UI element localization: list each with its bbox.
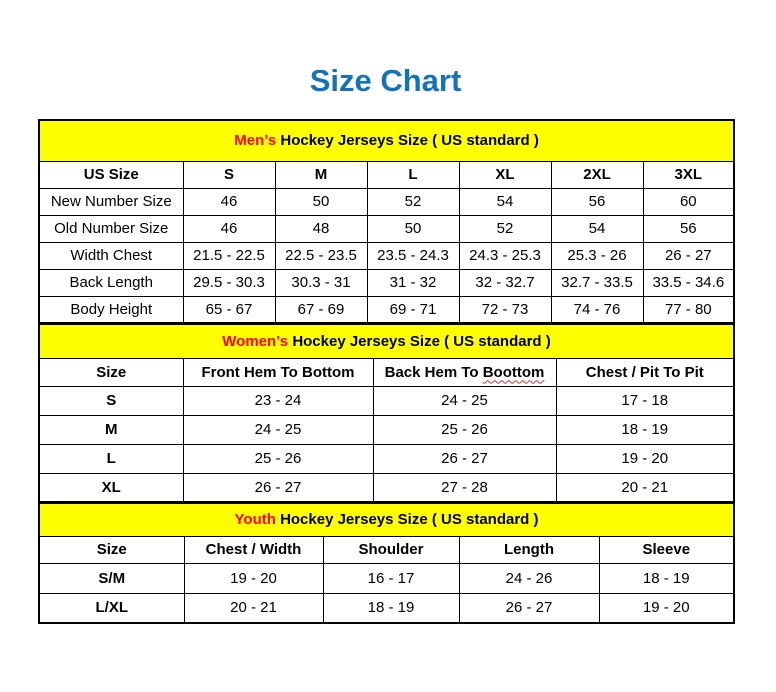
value-cell: 77 - 80 [643,296,734,323]
value-cell: 54 [459,188,551,215]
table-row [39,215,734,242]
column-header: Chest / Width [184,536,323,563]
value-cell: 32 - 32.7 [459,269,551,296]
value-cell: 22.5 - 23.5 [275,242,367,269]
section-band-womens [39,324,734,358]
value-cell: 17 - 18 [556,386,734,415]
column-header: Size [39,536,184,563]
value-cell: 67 - 69 [275,296,367,323]
size-table-mens [38,119,735,324]
value-cell: 46 [183,215,275,242]
misspelled-word: Boottom [482,363,545,381]
value-cell: 26 - 27 [643,242,734,269]
table-row [39,386,734,415]
value-cell: 26 - 27 [459,593,599,623]
value-cell: 54 [551,215,643,242]
value-cell: 30.3 - 31 [275,269,367,296]
section-band-row [39,503,734,536]
table-row [39,188,734,215]
value-cell: 52 [367,188,459,215]
row-label: L/XL [39,593,184,623]
band-text: Hockey Jerseys Size ( US standard ) [292,332,551,350]
table-row [39,296,734,323]
value-cell: 26 - 27 [373,444,556,473]
column-header: 2XL [551,161,643,188]
size-chart-page [38,0,733,624]
value-cell: 18 - 19 [599,563,734,593]
column-header: Chest / Pit To Pit [556,358,734,386]
value-cell: 56 [643,215,734,242]
value-cell: 24 - 25 [373,386,556,415]
value-cell: 27 - 28 [373,473,556,502]
column-header: Sleeve [599,536,734,563]
value-cell: 23.5 - 24.3 [367,242,459,269]
row-label: S/M [39,563,184,593]
page-title: Size Chart [309,63,462,98]
band-highlight: Women’s [222,332,289,350]
section-band-mens [39,120,734,161]
value-cell: 19 - 20 [184,563,323,593]
band-text: Hockey Jerseys Size ( US standard ) [280,511,539,529]
column-header: Back Hem To Boottom [373,358,556,386]
value-cell: 24 - 26 [459,563,599,593]
value-cell: 24 - 25 [183,415,373,444]
value-cell: 29.5 - 30.3 [183,269,275,296]
table-row [39,563,734,593]
row-label: New Number Size [39,188,183,215]
value-cell: 18 - 19 [556,415,734,444]
table-row [39,444,734,473]
column-header: XL [459,161,551,188]
column-header: L [367,161,459,188]
column-header: 3XL [643,161,734,188]
row-label: L [39,444,183,473]
value-cell: 16 - 17 [323,563,459,593]
table-row [39,473,734,502]
section-band-row [39,324,734,358]
column-header: S [183,161,275,188]
column-header-row [39,358,734,386]
row-label: M [39,415,183,444]
value-cell: 60 [643,188,734,215]
value-cell: 25 - 26 [373,415,556,444]
value-cell: 65 - 67 [183,296,275,323]
value-cell: 33.5 - 34.6 [643,269,734,296]
value-cell: 31 - 32 [367,269,459,296]
column-header: Size [39,358,183,386]
size-tables [38,119,733,624]
section-band-row [39,120,734,161]
value-cell: 20 - 21 [556,473,734,502]
value-cell: 24.3 - 25.3 [459,242,551,269]
value-cell: 25 - 26 [183,444,373,473]
column-header-row [39,536,734,563]
value-cell: 25.3 - 26 [551,242,643,269]
row-label: XL [39,473,183,502]
value-cell: 23 - 24 [183,386,373,415]
value-cell: 56 [551,188,643,215]
table-row [39,242,734,269]
row-label: Back Length [39,269,183,296]
row-label: Old Number Size [39,215,183,242]
size-table-youth [38,502,735,624]
row-label: Width Chest [39,242,183,269]
size-table-womens [38,323,735,503]
value-cell: 69 - 71 [367,296,459,323]
value-cell: 52 [459,215,551,242]
column-header: Length [459,536,599,563]
column-header: US Size [39,161,183,188]
band-highlight: Youth [234,511,276,529]
value-cell: 72 - 73 [459,296,551,323]
table-row [39,593,734,623]
table-row [39,269,734,296]
band-highlight: Men’s [234,132,277,150]
section-band-youth [39,503,734,536]
band-text: Hockey Jerseys Size ( US standard ) [280,132,539,150]
value-cell: 46 [183,188,275,215]
row-label: S [39,386,183,415]
value-cell: 19 - 20 [599,593,734,623]
column-header-row [39,161,734,188]
value-cell: 48 [275,215,367,242]
value-cell: 21.5 - 22.5 [183,242,275,269]
value-cell: 19 - 20 [556,444,734,473]
column-header: M [275,161,367,188]
value-cell: 74 - 76 [551,296,643,323]
value-cell: 18 - 19 [323,593,459,623]
value-cell: 32.7 - 33.5 [551,269,643,296]
row-label: Body Height [39,296,183,323]
value-cell: 26 - 27 [183,473,373,502]
value-cell: 20 - 21 [184,593,323,623]
table-row [39,415,734,444]
value-cell: 50 [275,188,367,215]
column-header: Shoulder [323,536,459,563]
value-cell: 50 [367,215,459,242]
column-header: Front Hem To Bottom [183,358,373,386]
